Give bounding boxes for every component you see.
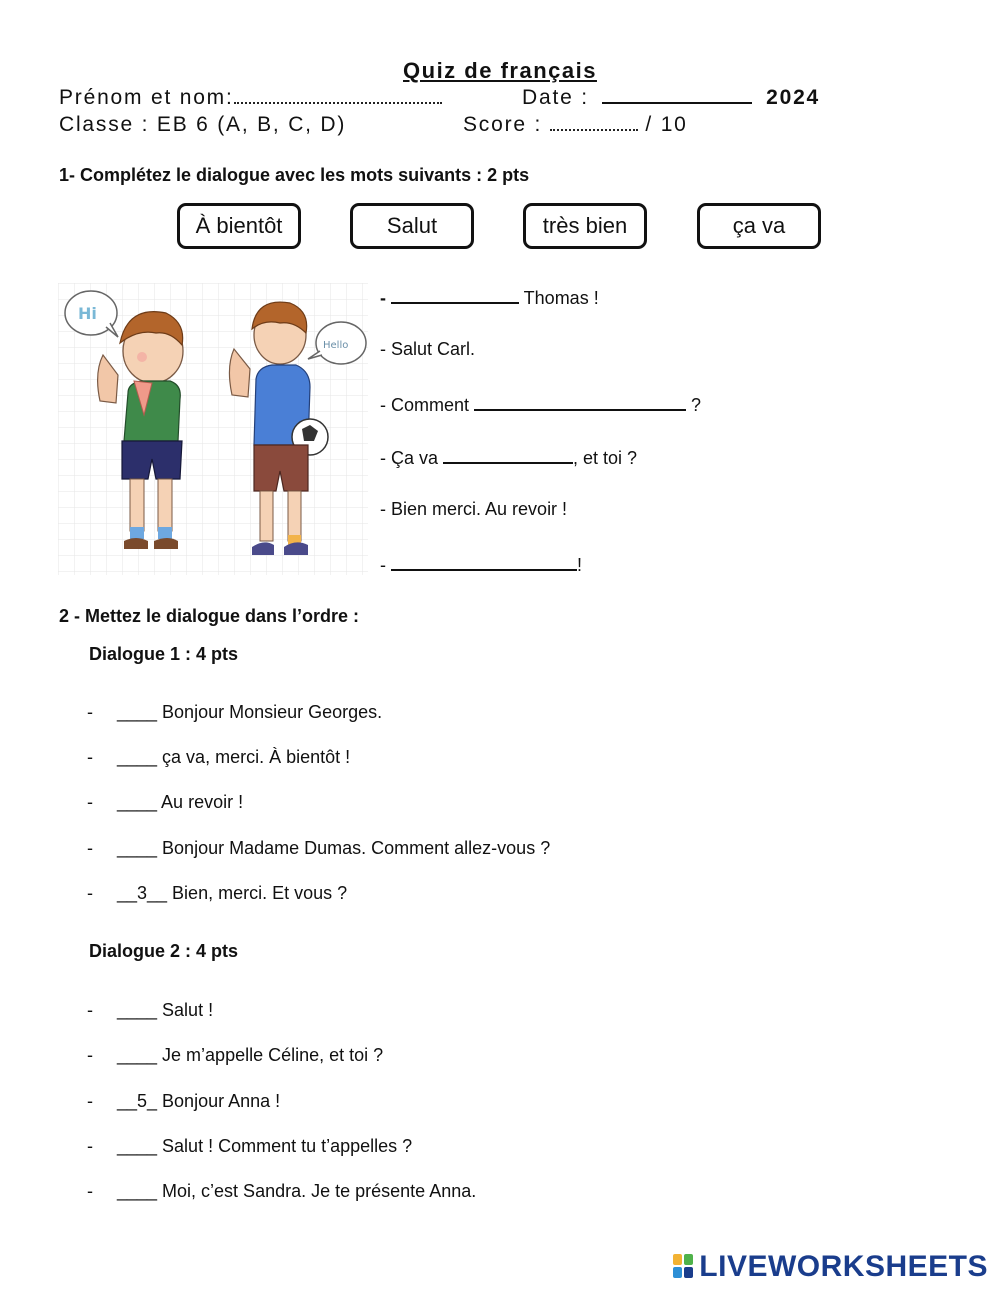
dialogue-line-3: - Comment ?: [380, 395, 702, 415]
dialogue-line-2: - Salut Carl.: [380, 339, 476, 359]
date-label: Date :: [522, 86, 589, 109]
dialogue1-item[interactable]: - ____ Bonjour Madame Dumas. Comment allez-vous ?: [87, 838, 551, 858]
score-field[interactable]: [550, 115, 638, 131]
word-box-ca-va[interactable]: ça va: [697, 203, 821, 249]
blank-2[interactable]: [474, 393, 686, 411]
dialogue2-heading: Dialogue 2 : 4 pts: [89, 941, 239, 961]
dialogue1-item[interactable]: - ____ ça va, merci. À bientôt !: [87, 747, 351, 767]
dialogue-line-5: - Bien merci. Au revoir !: [380, 499, 568, 519]
dialogue2-item[interactable]: - ____ Salut !: [87, 1000, 214, 1020]
name-label: Prénom et nom:: [59, 86, 234, 109]
dialogue2-item[interactable]: - ____ Moi, c’est Sandra. Je te présente Anna.: [87, 1181, 477, 1201]
liveworksheets-logo: [673, 1250, 988, 1284]
dialogue-line-4: - Ça va , et toi ?: [380, 448, 638, 468]
date-year: 2024: [766, 86, 821, 109]
score-total: / 10: [645, 113, 688, 136]
word-box-tres-bien[interactable]: très bien: [523, 203, 647, 249]
date-row: [522, 86, 820, 110]
quiz-title: Quiz de français: [403, 58, 597, 83]
blank-1[interactable]: [391, 286, 519, 304]
name-row: [59, 86, 442, 110]
dialogue-line-1: - Thomas !: [380, 288, 599, 308]
date-field[interactable]: [602, 86, 752, 104]
class-label: Classe : EB 6 (A, B, C, D): [59, 113, 347, 136]
dialogue1-item[interactable]: - ____ Au revoir !: [87, 792, 244, 812]
blank-4[interactable]: [391, 553, 577, 571]
q1-instruction: 1- Complétez le dialogue avec les mots suivants : 2 pts: [59, 165, 530, 185]
dialogue2-item[interactable]: - __5_ Bonjour Anna !: [87, 1091, 281, 1111]
dialogue-line-6: - !: [380, 555, 583, 575]
liveworksheets-logo-icon: [673, 1254, 695, 1280]
dialogue2-item[interactable]: - ____ Je m’appelle Céline, et toi ?: [87, 1045, 384, 1065]
word-box-a-bientot[interactable]: À bientôt: [177, 203, 301, 249]
word-box-salut[interactable]: Salut: [350, 203, 474, 249]
bubble-right-text: Hello: [323, 340, 349, 351]
score-label: Score :: [463, 113, 543, 136]
liveworksheets-brand: LIVEWORKSHEETS: [699, 1250, 988, 1283]
score-row: [463, 113, 688, 137]
dialogue1-heading: Dialogue 1 : 4 pts: [89, 644, 239, 664]
two-boys-greeting-illustration: [58, 283, 368, 575]
dialogue1-item[interactable]: - __3__ Bien, merci. Et vous ?: [87, 883, 348, 903]
bubble-left-text: Hi: [78, 304, 97, 323]
dialogue1-item[interactable]: - ____ Bonjour Monsieur Georges.: [87, 702, 383, 722]
dialogue2-item[interactable]: - ____ Salut ! Comment tu t’appelles ?: [87, 1136, 413, 1156]
name-field[interactable]: [234, 88, 442, 104]
q2-instruction: 2 - Mettez le dialogue dans l’ordre :: [59, 606, 360, 626]
blank-3[interactable]: [443, 446, 573, 464]
